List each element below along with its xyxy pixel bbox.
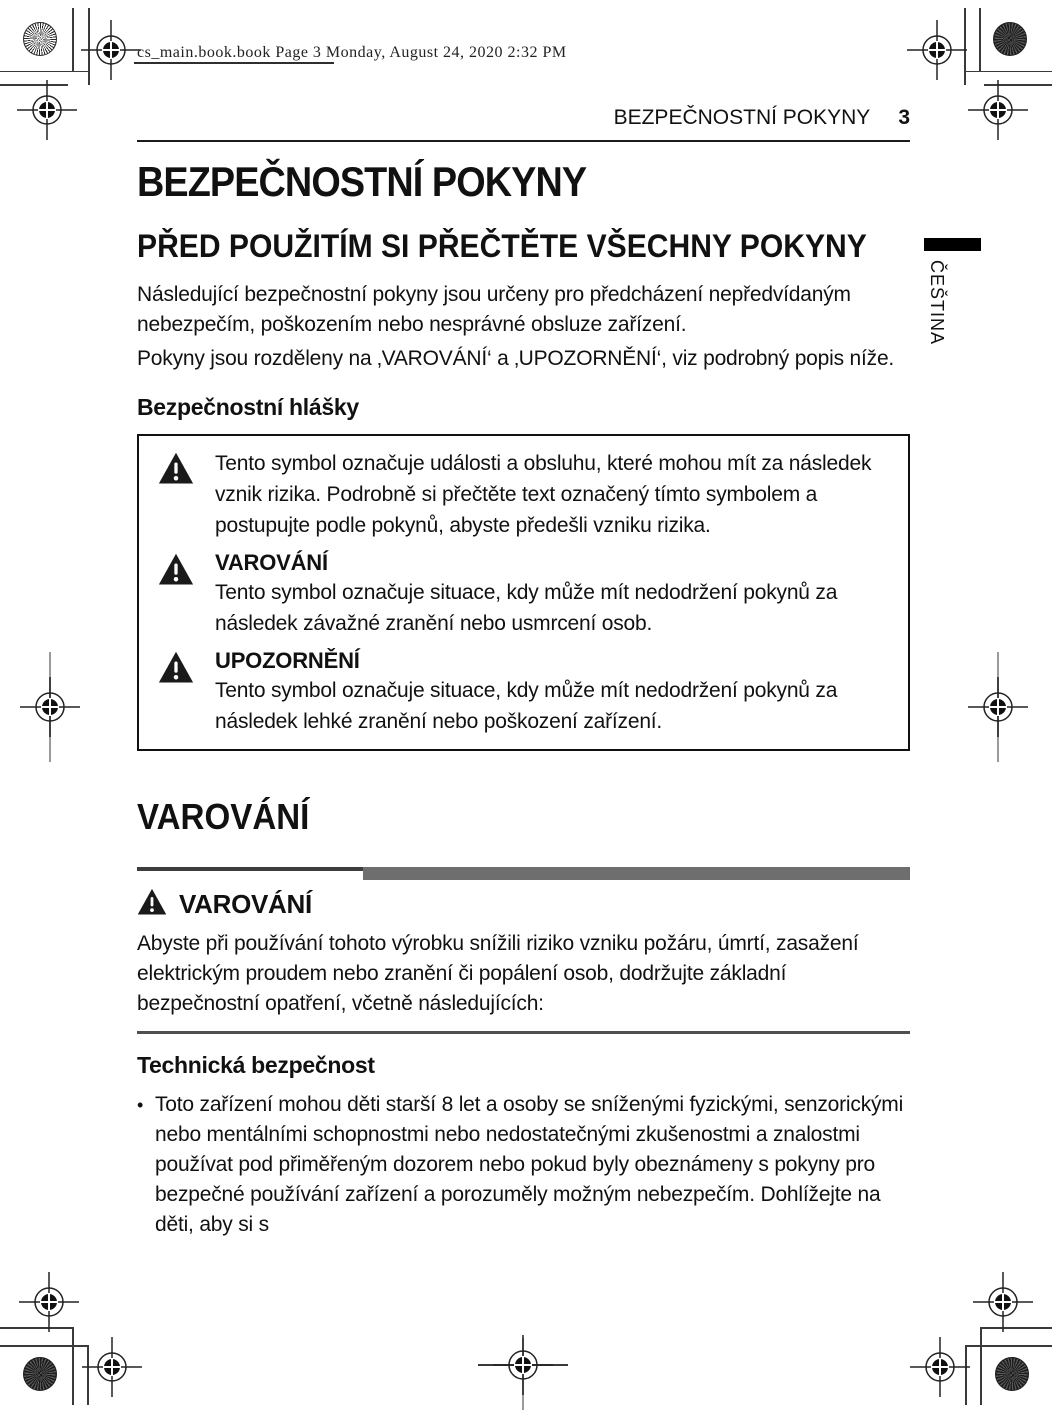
warning-triangle-icon xyxy=(137,888,167,921)
crop-mark-line xyxy=(72,1327,74,1405)
registration-mark xyxy=(20,677,80,737)
crop-mark-line xyxy=(979,8,981,72)
bar-gray-segment xyxy=(363,867,910,880)
page-header-title: BEZPEČNOSTNÍ POKYNY xyxy=(613,106,871,129)
crop-mark-line xyxy=(965,1345,1052,1347)
safety-item-caution xyxy=(151,647,894,737)
safety-item-text: Tento symbol označuje události a obsluhu, které mohou mít za následek vznik rizika. Podrobně si přečtěte text označený tímto symbolem a postupujte podle pokynů, abyste předešli vzniku rizika. xyxy=(215,452,872,537)
registration-mark xyxy=(81,20,141,80)
registration-mark xyxy=(910,1337,970,1397)
registration-mark xyxy=(907,20,967,80)
language-tab-marker xyxy=(924,238,981,251)
safety-item-text: Tento symbol označuje situace, kdy může mít nedodržení pokynů za následek závažné zranění nebo usmrcení osob. xyxy=(215,581,838,635)
warning-section-heading: VAROVÁNÍ xyxy=(137,796,310,837)
crop-mark-line xyxy=(964,71,1052,73)
safety-messages-heading: Bezpečnostní hlášky xyxy=(137,394,359,420)
safety-item-general xyxy=(151,448,894,541)
bullet-text: Toto zařízení mohou děti starší 8 let a osoby se sníženými fyzickými, senzorickými nebo mentálními schopnostmi nebo nedostatečnými zkušenostmi a znalostmi používat pod přiměřeným dozorem nebo pokud byly obeznámeny s pokyny pro bezpečné používání zařízení a porozuměly možným nebezpečím. Dohlížejte na děti, aby si s xyxy=(155,1093,904,1236)
crop-mark-line xyxy=(980,1327,982,1405)
warning-triangle-icon xyxy=(151,647,201,737)
intro-paragraph-1: Následující bezpečnostní pokyny jsou určeny pro předcházení nepředvídaným nebezpečím, poškozením nebo nesprávné obsluze zařízení. xyxy=(137,283,851,336)
crop-mark-line xyxy=(72,8,74,72)
page-header-rule xyxy=(137,140,910,142)
intro-paragraph-2: Pokyny jsou rozděleny na ‚VAROVÁNÍ‘ a ‚UPOZORNĚNÍ‘, viz podrobný popis níže. xyxy=(137,347,895,370)
registration-mark xyxy=(493,1335,553,1395)
safety-item-title: VAROVÁNÍ xyxy=(215,550,328,575)
page-number: 3 xyxy=(898,106,910,129)
section-decorative-bar xyxy=(137,867,910,880)
registration-mark xyxy=(17,80,77,140)
safety-item-text: Tento symbol označuje situace, kdy může mít nedodržení pokynů za následek lehké zranění nebo poškození zařízení. xyxy=(215,679,838,733)
safety-item-body xyxy=(215,549,894,639)
registration-mark xyxy=(973,1272,1033,1332)
crop-mark-line xyxy=(0,1345,87,1347)
subsection-divider xyxy=(137,1031,910,1034)
bullet-icon: • xyxy=(137,1095,144,1115)
warning-triangle-icon xyxy=(151,448,201,541)
pinwheel-mark xyxy=(23,22,57,56)
print-job-header: cs_main.book.book Page 3 Monday, August 24, 2020 2:32 PM xyxy=(137,44,567,61)
language-label-vertical: ČEŠTINA xyxy=(927,260,947,346)
warning-banner-label: VAROVÁNÍ xyxy=(179,889,312,919)
safety-messages-box xyxy=(137,434,910,751)
technical-safety-heading: Technická bezpečnost xyxy=(137,1052,375,1078)
registration-mark xyxy=(82,1337,142,1397)
crop-mark-line xyxy=(0,71,88,73)
safety-item-title: UPOZORNĚNÍ xyxy=(215,648,360,673)
list-item xyxy=(137,1090,910,1240)
document-content xyxy=(137,150,910,1240)
pinwheel-mark xyxy=(993,22,1027,56)
page-title: BEZPEČNOSTNÍ POKYNY xyxy=(137,158,587,205)
pinwheel-mark xyxy=(995,1357,1029,1391)
bar-dark-segment xyxy=(137,867,363,871)
read-all-instructions-heading: PŘED POUŽITÍM SI PŘEČTĚTE VŠECHNY POKYNY xyxy=(137,228,867,264)
print-header-underline xyxy=(134,62,334,64)
registration-mark xyxy=(968,80,1028,140)
safety-item-warning xyxy=(151,549,894,639)
registration-mark xyxy=(968,677,1028,737)
warning-triangle-icon xyxy=(151,549,201,639)
safety-item-body xyxy=(215,647,894,737)
warning-banner xyxy=(137,888,910,921)
warning-intro-paragraph: Abyste při používání tohoto výrobku snížili riziko vzniku požáru, úmrtí, zasažení elektrickým proudem nebo zranění či popálení osob, dodržujte základní bezpečnostní opatření, včetně následujících: xyxy=(137,932,859,1015)
pinwheel-mark xyxy=(23,1357,57,1391)
registration-mark xyxy=(19,1272,79,1332)
page-header xyxy=(137,106,910,130)
